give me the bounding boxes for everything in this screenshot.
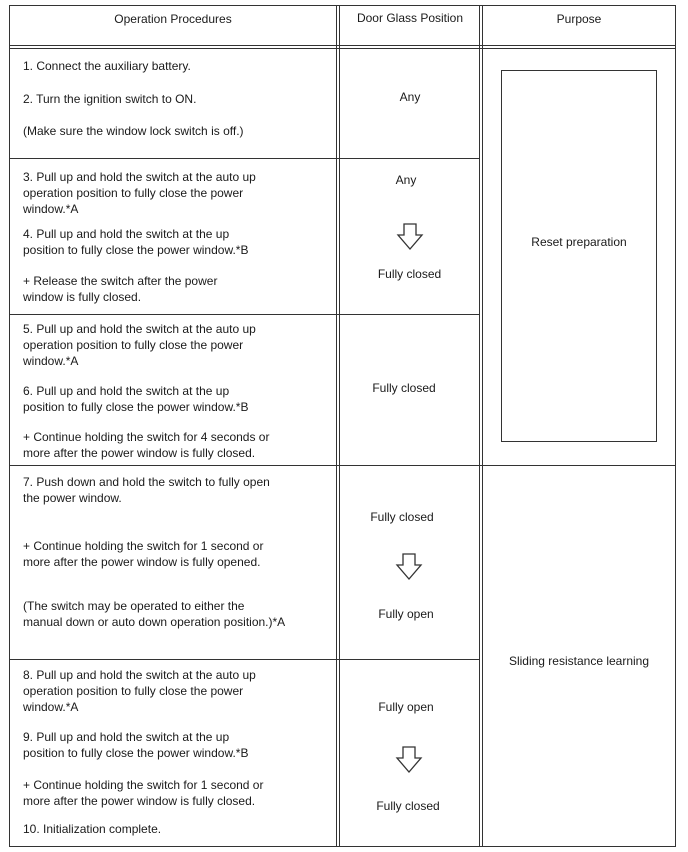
procedure-line: 8. Pull up and hold the switch at the auto up <box>23 668 256 682</box>
procedure-line: (Make sure the window lock switch is off.) <box>23 124 244 138</box>
position-value: Fully open <box>378 607 434 621</box>
procedure-line: position to fully close the power window.*B <box>23 400 249 414</box>
position-value: Any <box>399 90 421 104</box>
procedure-line: 3. Pull up and hold the switch at the auto up <box>23 170 256 184</box>
purpose-reset-preparation: Reset preparation <box>531 235 627 249</box>
procedure-line: + Continue holding the switch for 4 seconds or <box>23 430 270 444</box>
header-door-glass-position: Door Glass Position <box>356 11 464 25</box>
procedure-line: the power window. <box>23 491 122 505</box>
position-value: Fully closed <box>377 267 442 281</box>
procedure-line: 9. Pull up and hold the switch at the up <box>23 730 230 744</box>
down-arrow-icon <box>394 552 424 582</box>
procedure-line: more after the power window is fully closed. <box>23 446 256 460</box>
position-value: Fully closed <box>372 381 436 395</box>
procedure-line: 4. Pull up and hold the switch at the up <box>23 227 230 241</box>
position-value: Fully open <box>378 700 434 714</box>
procedure-line: operation position to fully close the power <box>23 684 244 698</box>
procedure-line: + Continue holding the switch for 1 second or <box>23 539 264 553</box>
procedure-line: 5. Pull up and hold the switch at the auto up <box>23 322 256 336</box>
procedure-line: 1. Connect the auxiliary battery. <box>23 59 191 73</box>
position-value: Any <box>395 173 417 187</box>
procedure-line: window is fully closed. <box>23 290 142 304</box>
procedure-line: 7. Push down and hold the switch to fully open <box>23 475 270 489</box>
procedure-line: (The switch may be operated to either the <box>23 599 245 613</box>
header-purpose: Purpose <box>556 12 602 26</box>
procedure-line: 10. Initialization complete. <box>23 822 162 836</box>
procedure-line: operation position to fully close the power <box>23 186 244 200</box>
header-procedures: Operation Procedures <box>114 12 232 26</box>
purpose-sliding-resistance-learning: Sliding resistance learning <box>508 654 650 668</box>
down-arrow-icon <box>395 222 425 252</box>
position-value: Fully closed <box>376 799 440 813</box>
down-arrow-icon <box>394 745 424 775</box>
procedure-line: window.*A <box>23 354 79 368</box>
procedure-line: more after the power window is fully closed. <box>23 794 256 808</box>
procedure-line: operation position to fully close the power <box>23 338 244 352</box>
procedure-line: more after the power window is fully opened. <box>23 555 261 569</box>
procedure-line: window.*A <box>23 700 79 714</box>
procedure-line: manual down or auto down operation position.)*A <box>23 615 286 629</box>
procedure-line: window.*A <box>23 202 79 216</box>
procedure-line: 2. Turn the ignition switch to ON. <box>23 92 197 106</box>
procedure-line: + Release the switch after the power <box>23 274 218 288</box>
position-value: Fully closed <box>370 510 434 524</box>
purpose-box <box>502 71 657 442</box>
procedure-line: position to fully close the power window.*B <box>23 746 249 760</box>
procedure-line: + Continue holding the switch for 1 second or <box>23 778 264 792</box>
procedure-line: position to fully close the power window.*B <box>23 243 249 257</box>
procedure-line: 6. Pull up and hold the switch at the up <box>23 384 230 398</box>
